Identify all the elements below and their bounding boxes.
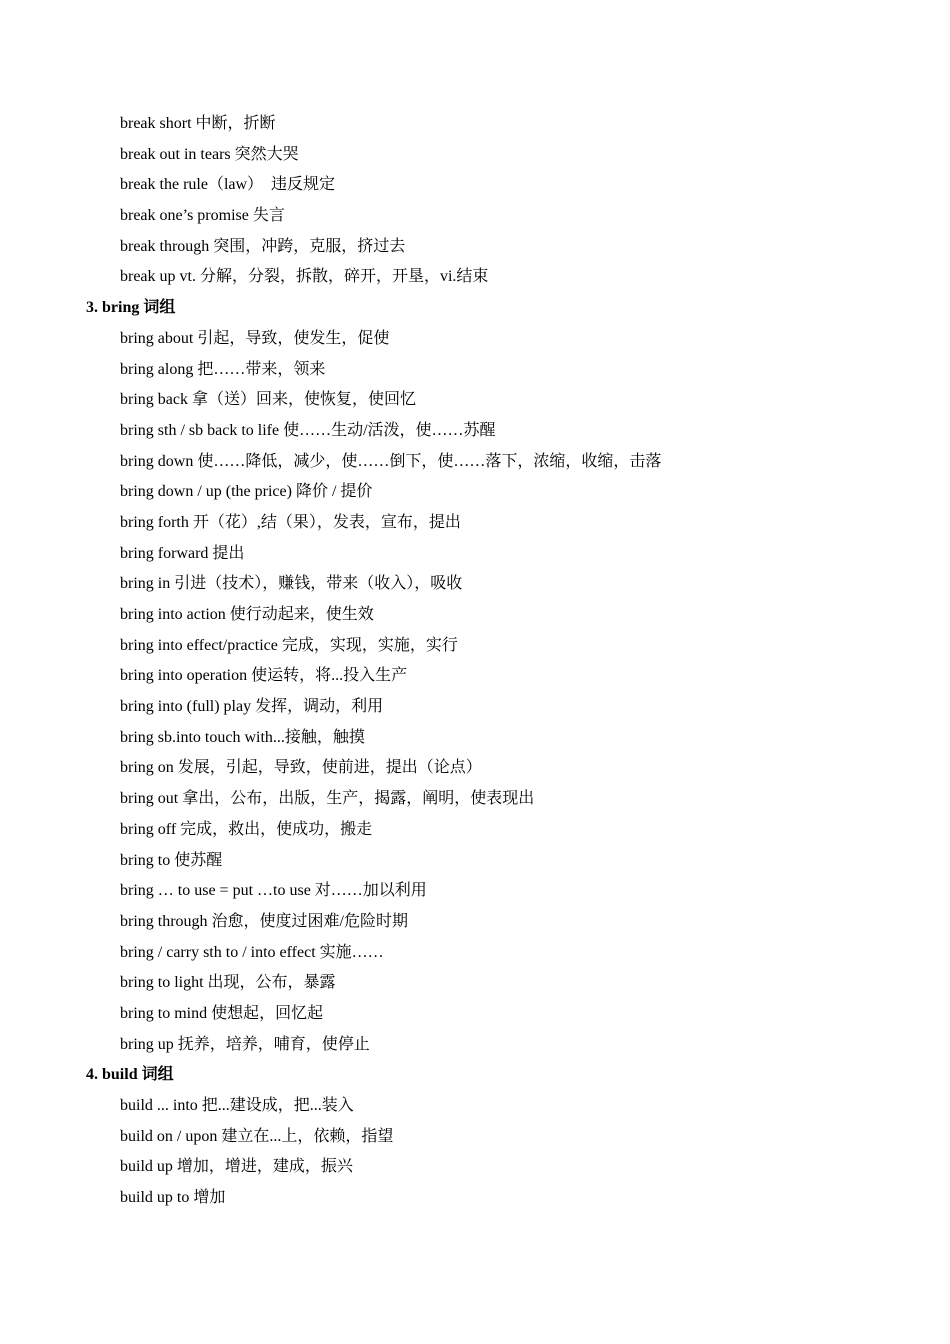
list-item: bring about 引起，导致，使发生，促使 (120, 329, 390, 347)
list-item: bring to light 出现，公布，暴露 (120, 974, 336, 992)
list-item: bring in 引进（技术），赚钱，带来（收入），吸收 (120, 575, 463, 593)
list-item: bring down / up (the price) 降价 / 提价 (120, 483, 373, 501)
list-item: bring off 完成，救出，使成功，搬走 (120, 820, 373, 838)
list-item: build up 增加，增进，建成，振兴 (120, 1158, 353, 1176)
section-bring (0, 293, 950, 1060)
list-item: build ... into 把...建设成，把...装入 (120, 1097, 354, 1114)
list-item: bring into (full) play 发挥，调动，利用 (120, 698, 384, 716)
list-item: bring into operation 使运转，将...投入生产 (120, 667, 408, 685)
list-item: bring through 治愈，使度过困难/危险时期 (120, 912, 408, 930)
section-heading: 3. bring 词组 (86, 299, 176, 317)
list-item: bring to mind 使想起，回忆起 (120, 1004, 324, 1022)
list-item: break one’s promise 失言 (120, 207, 285, 225)
list-item: build on / upon 建立在...上，依赖，指望 (120, 1127, 394, 1145)
list-item: bring / carry sth to / into effect 实施…… (120, 943, 384, 961)
list-item: bring into action 使行动起来，使生效 (120, 606, 374, 623)
section-heading: 4. build 词组 (86, 1066, 174, 1084)
section-break (0, 109, 950, 293)
list-item: bring forward 提出 (120, 544, 245, 562)
list-item: break out in tears 突然大哭 (120, 145, 299, 163)
list-item: bring sth / sb back to life 使……生动/活泼，使……苏醒 (120, 421, 496, 439)
list-item: bring up 抚养，培养，哺育，使停止 (120, 1035, 370, 1053)
list-item: bring along 把……带来，领来 (120, 360, 326, 378)
list-item: bring on 发展，引起，导致，使前进，提出（论点） (120, 759, 482, 777)
list-item: bring sb.into touch with...接触，触摸 (120, 728, 365, 746)
list-item: build up to 增加 (120, 1189, 226, 1207)
list-item: bring into effect/practice 完成，实现，实施，实行 (120, 636, 458, 654)
section-build (0, 1060, 950, 1213)
list-item: bring out 拿出，公布，出版，生产，揭露，阐明，使表现出 (120, 790, 535, 808)
list-item: break up vt. 分解，分裂，拆散，碎开，开垦，vi.结束 (120, 268, 489, 286)
list-item: break the rule（law） 违反规定 (120, 176, 336, 194)
list-item: bring back 拿（送）回来，使恢复，使回忆 (120, 391, 416, 409)
list-item: bring forth 开（花）,结（果），发表，宣布，提出 (120, 513, 461, 531)
list-item: bring down 使……降低，减少，使……倒下，使……落下，浓缩，收缩，击落 (120, 452, 662, 470)
document-page (0, 109, 950, 1214)
list-item: break short 中断，折断 (120, 115, 276, 132)
list-item: bring … to use = put …to use 对……加以利用 (120, 882, 427, 900)
list-item: bring to 使苏醒 (120, 851, 223, 869)
list-item: break through 突围，冲跨，克服，挤过去 (120, 237, 406, 255)
